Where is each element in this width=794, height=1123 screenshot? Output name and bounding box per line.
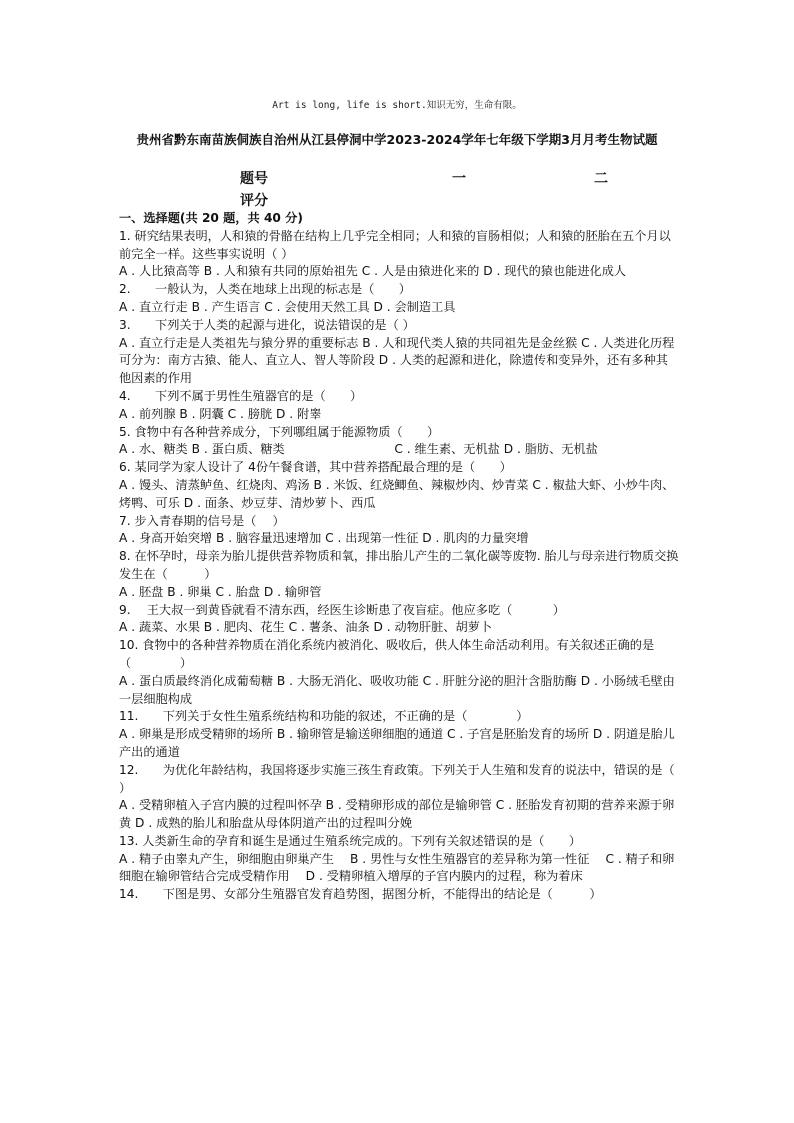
question-options: A . 馒头、清蒸鲈鱼、红烧肉、鸡汤 B . 米饭、红烧鲫鱼、辣椒炒肉、炒青菜 C . 椒盐大虾、小炒牛肉、烤鸭、可乐 D . 面条、炒豆芽、清炒萝卜、西瓜 (119, 477, 675, 510)
question-13 (119, 833, 679, 886)
question-1 (119, 228, 679, 281)
question-options: A . 前列腺 B . 阴囊 C . 膀胱 D . 附睾 (119, 406, 322, 421)
question-options: A . 受精卵植入子宫内膜的过程叫怀孕 B . 受精卵形成的部位是输卵管 C . 胚胎发育初期的营养来源于卵黄 D . 成熟的胎儿和胎盘从母体阴道产出的过程叫分娩 (119, 798, 675, 831)
question-stem: 1. 研究结果表明，人和猿的骨骼在结构上几乎完全相同；人和猿的盲肠相似；人和猿的胚胎在五个月以前完全一样。这些事实说明（ ） (119, 228, 671, 261)
header-motto: Art is long, life is short.知识无穷，生命有限。 (272, 100, 522, 111)
question-stem: 8. 在怀孕时，母亲为胎儿提供营养物质和氧，排出胎儿产生的二氧化碳等废物. 胎儿与母亲进行物质交换发生在（ ） (119, 549, 679, 581)
question-10 (119, 637, 679, 708)
question-stem: 6. 某同学为家人设计了 4份午餐食谱，其中营养搭配最合理的是（ ） (119, 460, 512, 475)
question-stem: 11. 下列关于女性生殖系统结构和功能的叙述，不正确的是（ ） (119, 709, 529, 724)
question-list (119, 228, 679, 904)
question-options: A . 卵巢是形成受精卵的场所 B . 输卵管是输送卵细胞的通道 C . 子宫是胚胎发育的场所 D . 阴道是胎儿产出的通道 (119, 727, 675, 759)
question-3 (119, 317, 679, 388)
section-heading: 一、选择题(共 20 题，共 40 分) (119, 211, 303, 225)
question-4 (119, 388, 679, 424)
page-title: 贵州省黔东南苗族侗族自治州从江县停洞中学2023-2024学年七年级下学期3月月考生物试题 (136, 132, 658, 147)
question-options: A . 直立行走 B . 产生语言 C . 会使用天然工具 D . 会制造工具 (119, 299, 456, 314)
question-stem: 5. 食物中有各种营养成分，下列哪组属于能源物质（ ） (119, 424, 440, 439)
question-stem: 12. 为优化年龄结构，我国将逐步实施三孩生育政策。下列关于人生殖和发育的说法中，错误的是（ ） (119, 762, 675, 795)
question-stem: 14. 下图是男、女部分生殖器官发育趋势图，据图分析，不能得出的结论是（ ） (119, 887, 602, 902)
question-5 (119, 424, 679, 460)
question-options: A . 直立行走是人类祖先与猿分界的重要标志 B . 人和现代类人猿的共同祖先是金丝猴 C . 人类进化历程可分为：南方古猿、能人、直立人、智人等阶段 D . 人类的起源和进化，除遗传和变异外，还有多种其他因素的作用 (119, 335, 675, 386)
question-options: A . 水、糖类 B . 蛋白质、糖类 C . 维生素、无机盐 D . 脂肪、无机盐 (119, 442, 598, 457)
score-table-col1: 一 (452, 171, 466, 187)
score-table-row2-label: 评分 (240, 193, 268, 209)
question-stem: 9. 王大叔一到黄昏就看不清东西，经医生诊断患了夜盲症。他应多吃（ ） (119, 602, 565, 617)
question-stem: 13. 人类新生命的孕育和诞生是通过生殖系统完成的。下列有关叙述错误的是（ ） (119, 833, 582, 848)
question-options: A . 人比猿高等 B . 人和猿有共同的原始祖先 C . 人是由猿进化来的 D . 现代的猿也能进化成人 (119, 264, 627, 279)
question-7 (119, 513, 679, 549)
question-content (119, 210, 679, 904)
question-6 (119, 459, 679, 512)
question-12 (119, 762, 679, 833)
score-table-col2: 二 (594, 171, 608, 187)
question-options: A . 胚盘 B . 卵巢 C . 胎盘 D . 输卵管 (119, 584, 322, 599)
question-stem: 4. 下列不属于男性生殖器官的是（ ） (119, 388, 363, 403)
question-options: A . 蛋白质最终消化成葡萄糖 B . 大肠无消化、吸收功能 C . 肝脏分泌的胆汁含脂肪酶 D . 小肠绒毛壁由一层细胞构成 (119, 673, 675, 706)
question-14 (119, 886, 679, 904)
question-stem: 2. 一般认为，人类在地球上出现的标志是（ ） (119, 282, 411, 297)
question-stem: 3. 下列关于人类的起源与进化，说法错误的是（ ） (119, 317, 415, 332)
question-11 (119, 708, 679, 761)
question-2 (119, 281, 679, 317)
question-options: A . 蔬菜、水果 B . 肥肉、花生 C . 薯条、油条 D . 动物肝脏、胡萝卜 (119, 620, 493, 635)
question-9 (119, 602, 679, 638)
question-options: A . 精子由睾丸产生，卵细胞由卵巢产生 B . 男性与女性生殖器官的差异称为第一性征 C . 精子和卵细胞在输卵管结合完成受精作用 D . 受精卵植入增厚的子宫内膜内的过程，称为着床 (119, 851, 675, 884)
question-8 (119, 548, 679, 601)
question-stem: 10. 食物中的各种营养物质在消化系统内被消化、吸收后，供人体生命活动利用。有关叙述正确的是（ ） (119, 638, 655, 670)
score-table (0, 168, 794, 212)
question-options: A . 身高开始突增 B . 脑容量迅速增加 C . 出现第一性征 D . 肌肉的力量突增 (119, 531, 529, 546)
score-table-row1-label: 题号 (240, 171, 268, 187)
question-stem: 7. 步入青春期的信号是（ ） (119, 513, 285, 528)
